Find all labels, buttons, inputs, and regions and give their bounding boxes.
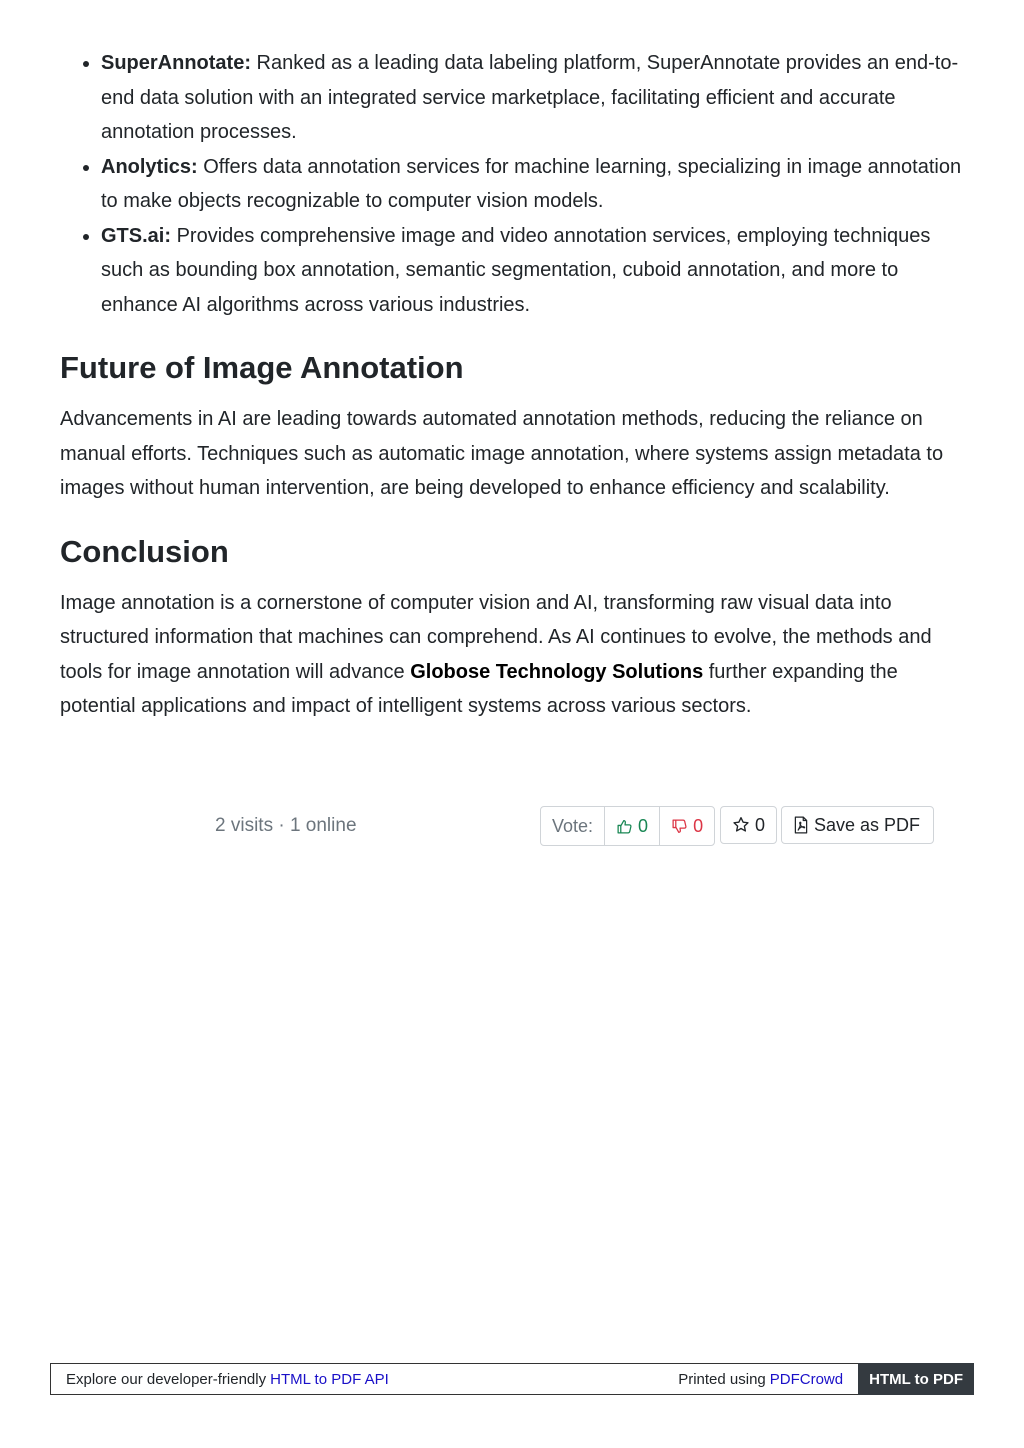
footer-explore-text: Explore our developer-friendly: [66, 1370, 267, 1388]
save-as-pdf-label: Save as PDF: [814, 814, 921, 835]
list-item: [101, 150, 970, 219]
list-item-term: Anolytics:: [101, 155, 198, 178]
thumbs-up-icon: [616, 818, 633, 835]
pdf-file-icon: [793, 816, 809, 834]
conclusion-paragraph: [60, 586, 970, 724]
html-to-pdf-api-link[interactable]: HTML to PDF API: [270, 1370, 389, 1388]
star-button[interactable]: [720, 806, 777, 844]
upvote-count: 0: [638, 815, 649, 836]
list-item-text: Provides comprehensive image and video annotation services, employing techniques such as bounding box annotation, semantic segmentation, cuboid annotation, and more to enhance AI algorithms across various industries.: [101, 224, 931, 316]
thumbs-down-icon: [671, 818, 688, 835]
post-stats-row: [0, 806, 1024, 846]
article-content: [60, 46, 970, 724]
globose-link[interactable]: Globose Technology Solutions: [410, 660, 704, 683]
list-item-term: SuperAnnotate:: [101, 52, 251, 74]
pdfcrowd-footer: [50, 1363, 974, 1395]
provider-list: [60, 46, 970, 322]
list-item-text: Ranked as a leading data labeling platform, SuperAnnotate provides an end-to-end data solution with an integrated service marketplace, facilitating efficient and accurate annotation processes.: [101, 52, 959, 143]
list-item-term: GTS.ai:: [101, 224, 172, 247]
downvote-count: 0: [693, 815, 704, 836]
footer-explore: [51, 1364, 678, 1394]
upvote-button[interactable]: [605, 807, 660, 845]
html-to-pdf-badge[interactable]: HTML to PDF: [858, 1363, 974, 1395]
conclusion-text-after: further expanding the potential applications and impact of intelligent systems across various sectors.: [60, 660, 898, 717]
footer-printed: [678, 1364, 858, 1394]
future-heading: Future of Image Annotation: [60, 350, 464, 385]
vote-label: Vote:: [541, 807, 605, 845]
star-icon: [732, 816, 750, 834]
downvote-button[interactable]: [660, 807, 714, 845]
pdfcrowd-link[interactable]: PDFCrowd: [769, 1370, 844, 1388]
future-paragraph: Advancements in AI are leading towards automated annotation methods, reducing the reliance on manual efforts. Techniques such as automatic image annotation, where systems assign metadata to images without human intervention, are being developed to enhance efficiency and scalability.: [60, 408, 944, 499]
star-count: 0: [755, 814, 766, 835]
footer-printed-text: Printed using: [678, 1370, 766, 1388]
list-item: [101, 219, 970, 323]
conclusion-text-before: Image annotation is a cornerstone of computer vision and AI, transforming raw visual data into structured information that machines can comprehend. As AI continues to evolve, the methods and tools for image annotation will advance: [60, 591, 932, 683]
conclusion-heading: Conclusion: [60, 533, 229, 569]
save-as-pdf-button[interactable]: [781, 806, 934, 844]
list-item-text: Offers data annotation services for machine learning, specializing in image annotation to make objects recognizable to computer vision models.: [101, 155, 962, 212]
visits-counter: 2 visits · 1 online: [215, 815, 357, 836]
list-item: [101, 46, 970, 150]
vote-group: [540, 806, 715, 846]
